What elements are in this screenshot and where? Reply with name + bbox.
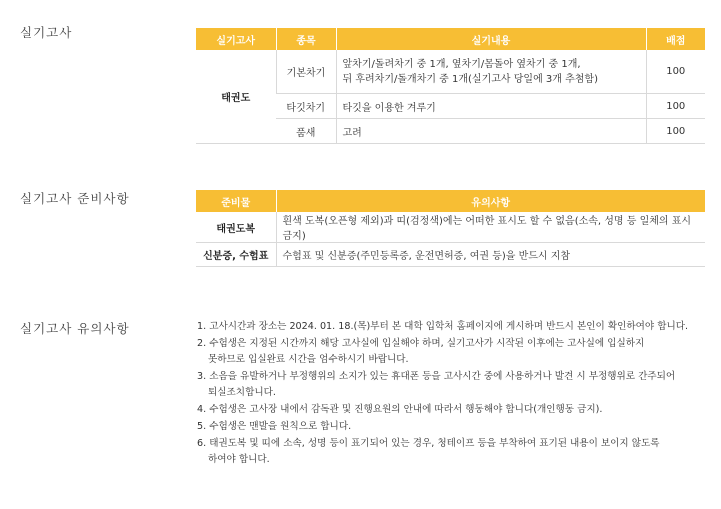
list-item <box>197 436 712 467</box>
table-row <box>196 50 705 94</box>
notes-list <box>197 319 712 469</box>
note-line: 3. 소음을 유발하거나 부정행위의 소지가 있는 휴대폰 등을 고사시간 중에 사용하거나 발견 시 부정행위로 간주되어 <box>197 370 676 382</box>
list-item <box>197 369 712 400</box>
exam-item: 기본차기 <box>276 50 336 94</box>
exam-table-header <box>196 28 705 50</box>
header-score: 배점 <box>646 28 705 50</box>
exam-score: 100 <box>646 94 705 119</box>
prep-item: 태권도복 <box>196 212 276 243</box>
note-line-continued: 퇴실조치합니다. <box>208 386 276 398</box>
prep-item: 신분증, 수험표 <box>196 243 276 267</box>
exam-item: 품새 <box>276 119 336 144</box>
exam-section-title: 실기고사 <box>20 25 73 40</box>
exam-category: 태권도 <box>196 50 276 144</box>
table-row <box>196 243 705 267</box>
note-line-continued: 하여야 합니다. <box>208 453 270 465</box>
notes-section-title: 실기고사 유의사항 <box>20 321 130 336</box>
exam-content: 타깃을 이용한 겨루기 <box>336 94 646 119</box>
note-line-continued: 못하므로 입실완료 시간을 엄수하시기 바랍니다. <box>208 353 409 365</box>
exam-content: 고려 <box>336 119 646 144</box>
note-line: 6. 태권도복 및 띠에 소속, 성명 등이 표기되어 있는 경우, 청테이프 등을 부착하여 표기된 내용이 보이지 않도록 <box>197 438 660 450</box>
exam-score: 100 <box>646 50 705 94</box>
header-exam: 실기고사 <box>196 28 276 50</box>
note-line: 4. 수험생은 고사장 내에서 감독관 및 진행요원의 안내에 따라서 행동해야 합니다(개인행동 금지). <box>197 403 603 415</box>
exam-score: 100 <box>646 119 705 144</box>
exam-item: 타깃차기 <box>276 94 336 119</box>
exam-table <box>196 28 705 144</box>
note-line: 5. 수험생은 맨발을 원칙으로 합니다. <box>197 420 352 432</box>
exam-content <box>336 50 646 94</box>
prep-section-title: 실기고사 준비사항 <box>20 191 130 206</box>
prep-note: 수험표 및 신분증(주민등록증, 운전면허증, 여권 등)을 반드시 지참 <box>276 243 705 267</box>
exam-content-line: 앞차기/돌려차기 중 1개, 옆차기/몸돌아 옆차기 중 1개, <box>342 58 581 70</box>
prep-table <box>196 190 705 267</box>
exam-content-line: 뒤 후려차기/돌개차기 중 1개(실기고사 당일에 3개 추첨함) <box>342 73 598 85</box>
list-item <box>197 419 712 435</box>
header-content: 실기내용 <box>336 28 646 50</box>
note-line: 2. 수험생은 지정된 시간까지 해당 고사실에 입실해야 하며, 실기고사가 시작된 이후에는 고사실에 입실하지 <box>197 338 645 350</box>
header-item: 종목 <box>276 28 336 50</box>
list-item <box>197 319 712 335</box>
list-item <box>197 336 712 367</box>
prep-note: 흰색 도복(오픈형 제외)과 띠(검정색)에는 어떠한 표시도 할 수 없음(소속, 성명 등 일체의 표시 금지) <box>276 212 705 243</box>
header-supply: 준비물 <box>196 190 276 212</box>
note-line: 1. 고사시간과 장소는 2024. 01. 18.(목)부터 본 대학 입학처 홈페이지에 게시하며 반드시 본인이 확인하여야 합니다. <box>197 321 689 332</box>
header-caution: 유의사항 <box>276 190 705 212</box>
list-item <box>197 402 712 418</box>
prep-table-header <box>196 190 705 212</box>
table-row <box>196 212 705 243</box>
